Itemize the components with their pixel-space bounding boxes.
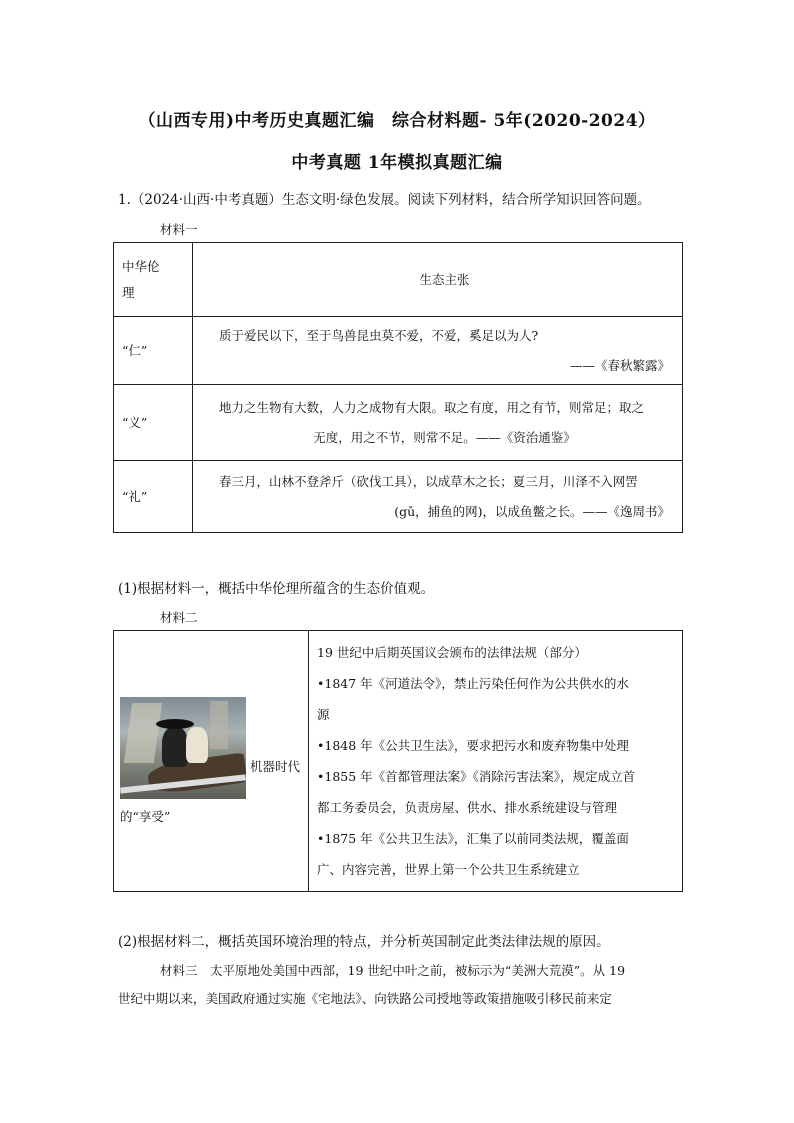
header-col1-line2: 理 [122, 284, 135, 300]
question-1: 1.（2024·山西·中考真题）生态文明·绿色发展。阅读下列材料，结合所学知识回答问题。 [118, 192, 651, 208]
row-ren-content [193, 317, 683, 385]
material2-table [113, 630, 683, 892]
row-li-line1: 春三月，山林不登斧斤（砍伐工具），以成草木之长；夏三月，川泽不入网罟 [219, 473, 638, 489]
row-label-yi: “义” [114, 385, 193, 461]
painting-image [120, 697, 246, 799]
row-li-line2: (gǔ，捕鱼的网)，以成鱼鳖之长。——《逸周书》 [394, 503, 670, 519]
image-caption-line1: 机器时代 [250, 759, 301, 774]
law-item: •1847 年《河道法令》，禁止污染任何作为公共供水的水 [317, 676, 629, 691]
material3-line2: 世纪中期以来，美国政府通过实施《宅地法》、向铁路公司授地等政策措施吸引移民前来定 [118, 991, 612, 1006]
laws-heading: 19 世纪中后期英国议会颁布的法律法规（部分） [317, 645, 587, 660]
material3-line1: 材料三 太平原地处美国中西部，19 世纪中叶之前，被标示为“美洲大荒漠”。从 19 [160, 963, 626, 978]
material3-paragraph [118, 957, 688, 1013]
law-item: 广、内容完善，世界上第一个公共卫生系统建立 [317, 862, 580, 877]
table1-header-col1 [114, 243, 193, 317]
laws-list [309, 631, 683, 892]
row-yi-content [193, 385, 683, 461]
row-li-content [193, 461, 683, 533]
image-caption-line2: 的“享受” [120, 809, 171, 824]
row-label-ren: “仁” [114, 317, 193, 385]
law-item: 源 [317, 707, 330, 722]
material1-table [113, 242, 683, 533]
material1-caption: 材料一 [160, 222, 198, 237]
law-item: 都工务委员会，负责房屋、供水、排水系统建设与管理 [317, 800, 618, 815]
law-item: •1875 年《公共卫生法》，汇集了以前同类法规，覆盖面 [317, 831, 629, 846]
image-cell [114, 631, 309, 892]
table1-header-col2: 生态主张 [193, 243, 683, 317]
row-label-li: “礼” [114, 461, 193, 533]
header-col1-line1: 中华伦 [122, 258, 160, 274]
law-item: •1848 年《公共卫生法》，要求把污水和废弃物集中处理 [317, 738, 629, 753]
image-with-caption [120, 697, 308, 799]
row-yi-line2: 无度，用之不节，则常不足。——《资治通鉴》 [313, 429, 576, 445]
page-title-line1: （山西专用)中考历史真题汇编 综合材料题- 5年(2020-2024） [138, 111, 656, 131]
law-item: •1855 年《首都管理法案》《消除污害法案》，规定成立首 [317, 769, 636, 784]
row-ren-line1: 质于爱民以下，至于鸟兽昆虫莫不爱，不爱，奚足以为人? [219, 327, 539, 343]
sub-question-2: (2)根据材料二，概括英国环境治理的特点，并分析英国制定此类法律法规的原因。 [118, 934, 610, 950]
page-title-line2: 中考真题 1年模拟真题汇编 [291, 153, 503, 173]
row-ren-source: ——《春秋繁露》 [569, 357, 670, 373]
sub-question-1: (1)根据材料一，概括中华伦理所蕴含的生态价值观。 [118, 581, 435, 597]
material2-caption: 材料二 [160, 610, 198, 625]
row-yi-line1: 地力之生物有大数，人力之成物有大限。取之有度，用之有节，则常足；取之 [219, 399, 645, 415]
